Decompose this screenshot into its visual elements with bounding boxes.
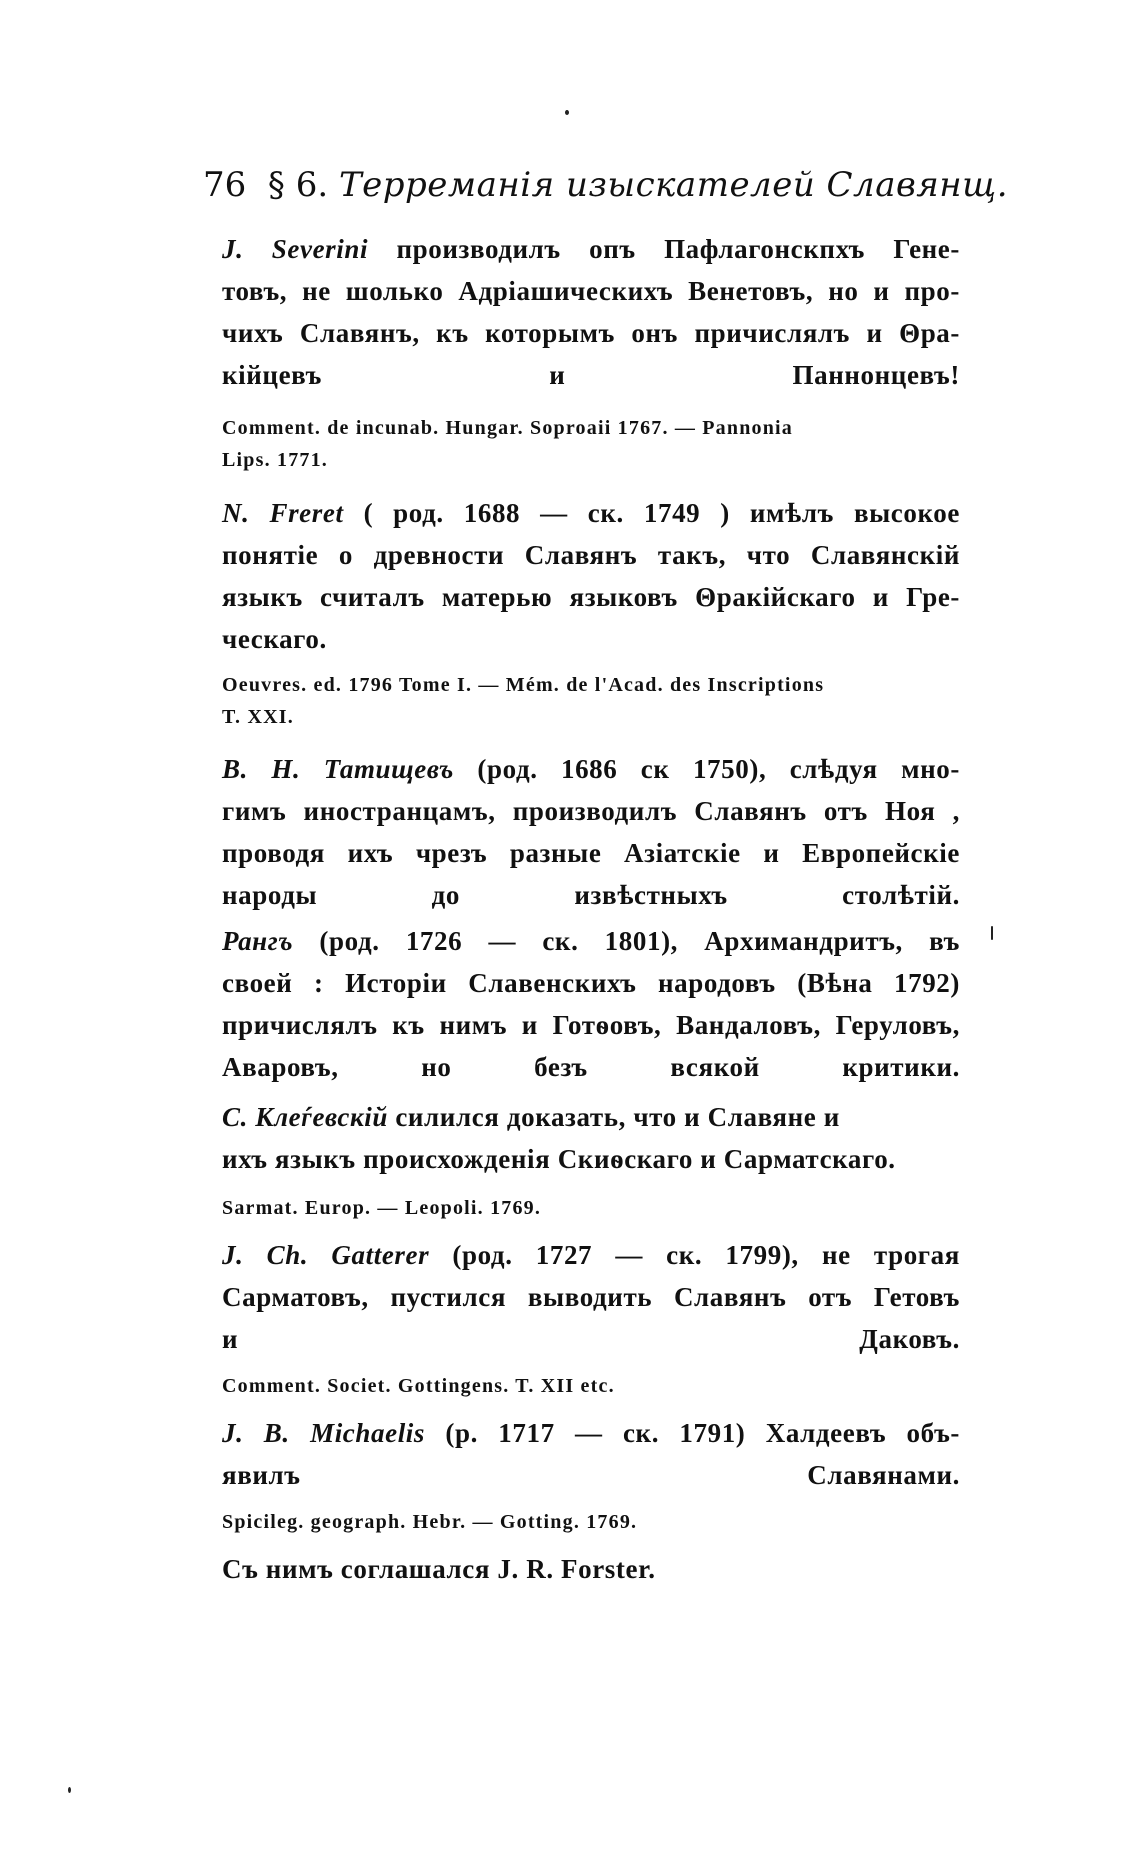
entry-line: гимъ иностранцамъ, производилъ Славянъ отъ Ноя , <box>222 796 960 826</box>
reference-line: Lips. 1771. <box>222 449 329 471</box>
running-header <box>203 165 1009 205</box>
entry-line: проводя ихъ чрезъ разные Азіатскіе и Европейскіе <box>222 838 960 868</box>
entry-line: своей : Исторіи Славенскихъ народовъ (Вѣна 1792) <box>222 968 960 998</box>
reference-gatterer <box>200 1370 960 1402</box>
scan-speck <box>565 110 569 115</box>
reference-michaelis <box>200 1506 960 1538</box>
entry-gatterer <box>200 1234 960 1360</box>
entry-line: Съ нимъ соглашался J. R. Forster. <box>222 1554 656 1584</box>
entry-line: понятіе о древности Славянъ такъ, что Славянскій <box>222 540 960 570</box>
reference-line: Oeuvres. ed. 1796 Tome I. — Mém. de l'Acad. des Inscriptions <box>222 674 825 696</box>
author-name: J. Severini <box>222 234 369 264</box>
entry-tatishchev <box>200 748 960 916</box>
author-name: B. H. Татищевъ <box>222 754 454 784</box>
scan-speck <box>991 926 993 940</box>
entry-line: (р. 1717 — ск. 1791) Халдеевъ объ- <box>445 1418 961 1448</box>
entry-michaelis <box>200 1412 960 1496</box>
author-name: С. Клеѓевскій <box>222 1102 388 1132</box>
entry-freret <box>200 492 960 660</box>
author-name: J. B. Michaelis <box>222 1418 426 1448</box>
entry-line: ( род. 1688 — ск. 1749 ) имѣлъ высокое <box>363 498 960 528</box>
author-name: N. Freret <box>222 498 344 528</box>
entry-line: ихъ языкъ происхожденія Скиѳскаго и Сарматскаго. <box>222 1144 896 1174</box>
page-number: 76 <box>203 165 247 205</box>
entry-line: производилъ опъ Пафлагонскпхъ Гене- <box>396 234 960 264</box>
reference-line: T. XXI. <box>222 706 294 728</box>
entry-line: причислялъ къ нимъ и Готѳовъ, Вандаловъ, Геруловъ, <box>222 1010 960 1040</box>
entry-line: народы до извѣстныхъ столѣтій. <box>222 880 960 910</box>
reference-line: Spicileg. geograph. Hebr. — Gotting. 1769. <box>222 1511 638 1533</box>
author-name: J. Ch. Gatterer <box>222 1240 430 1270</box>
entry-line: Аваровъ, но безъ всякой критики. <box>222 1052 960 1082</box>
section-mark: § 6. <box>267 165 329 205</box>
author-name: Рангъ <box>222 926 294 956</box>
entry-line: кійцевъ и Паннонцевъ! <box>222 360 960 390</box>
entry-line: явилъ Славянами. <box>222 1460 960 1490</box>
scan-speck <box>68 1787 71 1793</box>
entry-line: языкъ считалъ матерью языковъ Θракійскаго и Гре- <box>222 582 960 612</box>
entry-line: Сарматовъ, пустился выводить Славянъ отъ Гетовъ <box>222 1282 960 1312</box>
entry-line: (род. 1726 — ск. 1801), Архимандритъ, въ <box>319 926 960 956</box>
entry-line: (род. 1686 ск 1750), слѣдуя мно- <box>477 754 960 784</box>
reference-severini <box>200 412 960 476</box>
entry-rang <box>200 920 960 1088</box>
entry-line: чихъ Славянъ, къ которымъ онъ причислялъ и Θра- <box>222 318 960 348</box>
reference-line: Comment. Societ. Gottingens. T. XII etc. <box>222 1375 615 1397</box>
reference-line: Comment. de incunab. Hungar. Soproaii 1767. — Pannonia <box>222 417 794 439</box>
reference-freret <box>200 669 960 733</box>
entry-line: товъ, не шолько Адріашическихъ Венетовъ, но и про- <box>222 276 960 306</box>
entry-klegevsky <box>200 1096 960 1180</box>
entry-line: (род. 1727 — ск. 1799), не трогая <box>452 1240 960 1270</box>
entry-line: ческаго. <box>222 624 327 654</box>
entry-line: и Даковъ. <box>222 1324 960 1354</box>
entry-line: силился доказать, что и Славяне и <box>395 1102 840 1132</box>
entry-forster <box>200 1548 960 1590</box>
reference-line: Sarmat. Europ. — Leopoli. 1769. <box>222 1197 542 1219</box>
entry-severini <box>200 228 960 396</box>
page-title: Теpреманія изыскателей Славянщ. <box>338 165 1009 205</box>
reference-klegevsky <box>200 1192 960 1224</box>
